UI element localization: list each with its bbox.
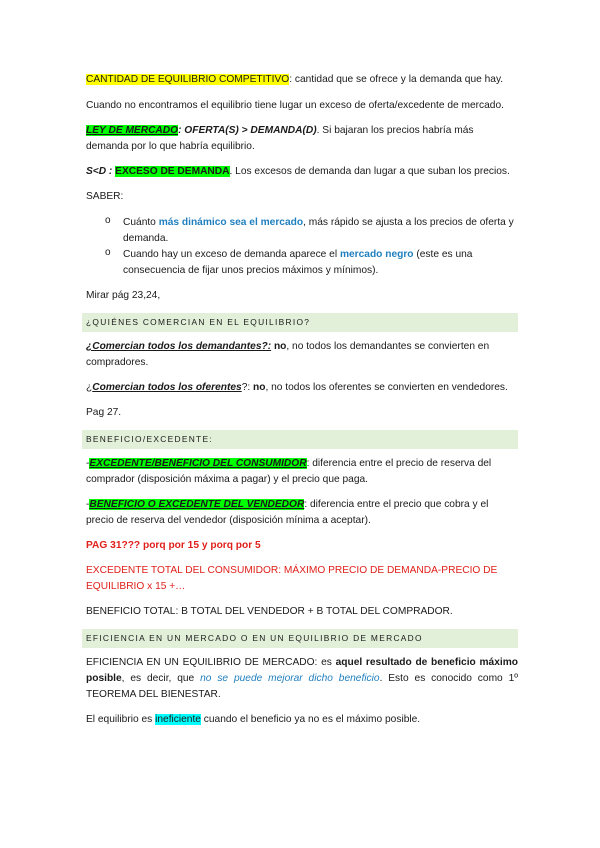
paragraph-cantidad-equilibrio	[86, 72, 518, 88]
list-item-text: Cuando hay un exceso de demanda aparece el	[123, 249, 340, 260]
text-demandantes: , no todos los demandantes se convierten en compradores.	[86, 341, 490, 368]
formula-s-lt-d: S<D :	[86, 166, 116, 177]
term-excedente-vendedor: BENEFICIO O EXCEDENTE DEL VENDEDOR	[89, 499, 305, 510]
highlight-mercado-dinamico: más dinámico sea el mercado	[158, 217, 304, 228]
question-demandantes: ¿Comercian todos los demandantes?:	[86, 341, 272, 352]
highlight-mercado-negro: mercado negro	[339, 249, 414, 260]
list-item-text: Cuánto	[123, 217, 159, 228]
text-eficiencia: EFICIENCIA EN UN EQUILIBRIO DE MERCADO: es	[86, 657, 336, 668]
paragraph-comercian-oferentes	[86, 380, 518, 396]
bullet-marker: o	[105, 215, 111, 226]
answer-no: no	[271, 341, 287, 352]
term-ineficiente: ineficiente	[155, 714, 201, 725]
text-oferentes: , no todos los oferentes se convierten en vendedores.	[265, 382, 508, 393]
emphasis-beneficio-maximo: aquel resultado de beneficio máximo posible	[86, 657, 518, 684]
list-item-text: (este es una consecuencia de fijar unos precios máximos y mínimos).	[123, 249, 473, 276]
question-oferentes: Comercian todos los oferentes	[92, 382, 242, 393]
note-pag31: PAG 31??? porq por 15 y porq por 5	[86, 540, 261, 551]
paragraph-excedente-consumidor	[86, 456, 518, 488]
section-heading-quienes-comercian: ¿QUIÉNES COMERCIAN EN EL EQUILIBRIO?	[82, 313, 518, 332]
paragraph-pag27: Pag 27.	[86, 407, 122, 418]
text-eficiencia: , es decir, que	[121, 673, 201, 684]
paragraph-beneficio-total: BENEFICIO TOTAL: B TOTAL DEL VENDEDOR + B TOTAL DEL COMPRADOR.	[86, 606, 453, 617]
list-item	[123, 215, 518, 247]
question-mark-close: ?:	[241, 382, 254, 393]
paragraph-ley-mercado	[86, 123, 518, 155]
list-item-text: , más rápido se ajusta a los precios de oferta y demanda.	[123, 217, 514, 244]
paragraph-exceso-demanda	[86, 164, 518, 180]
term-cantidad-equilibrio: CANTIDAD DE EQUILIBRIO COMPETITIVO	[86, 74, 290, 85]
question-mark-open: ¿	[86, 382, 93, 393]
text-eficiencia: . Esto es conocido como 1º TEOREMA DEL BIENESTAR.	[86, 673, 518, 700]
text-exceso-demanda: . Los excesos de demanda dan lugar a que suban los precios.	[229, 166, 510, 177]
paragraph-comercian-demandantes	[86, 339, 518, 371]
formula-oferta-demanda: : OFERTA(S) > DEMANDA(D)	[178, 125, 317, 136]
term-excedente-consumidor: EXCEDENTE/BENEFICIO DEL CONSUMIDOR	[89, 458, 307, 469]
dash: -	[86, 458, 90, 469]
text-ley-mercado: . Si bajaran los precios habría más demanda por lo que habría equilibrio.	[86, 125, 474, 152]
section-heading-eficiencia: EFICIENCIA EN UN MERCADO O EN UN EQUILIBRIO DE MERCADO	[82, 629, 518, 648]
paragraph-eficiencia	[86, 655, 518, 703]
text-excedente-consumidor: : diferencia entre el precio de reserva del comprador (disposición máxima a pagar) y el precio que paga.	[86, 458, 492, 485]
text-equilibrio: El equilibrio es	[86, 714, 156, 725]
section-heading-beneficio-excedente: BENEFICIO/EXCEDENTE:	[82, 430, 518, 449]
note-excedente-total: EXCEDENTE TOTAL DEL CONSUMIDOR: MÁXIMO PRECIO DE DEMANDA-PRECIO DE EQUILIBRIO x 15 +…	[86, 565, 498, 592]
emphasis-no-mejorar: no se puede mejorar dicho beneficio	[200, 673, 380, 684]
term-exceso-demanda: EXCESO DE DEMANDA	[115, 166, 230, 177]
paragraph-exceso-oferta: Cuando no encontramos el equilibrio tiene lugar un exceso de oferta/excedente de mercado.	[86, 100, 504, 111]
term-ley-mercado: LEY DE MERCADO	[86, 125, 179, 136]
paragraph-excedente-vendedor	[86, 497, 518, 529]
dash: -	[86, 499, 90, 510]
answer-no: no	[253, 382, 266, 393]
label-saber: SABER:	[86, 191, 124, 202]
text-excedente-vendedor: : diferencia entre el precio que cobra y el precio de reserva del vendedor (disposición mínima a aceptar).	[86, 499, 489, 526]
text-cantidad-definition: : cantidad que se ofrece y la demanda que hay.	[289, 74, 504, 85]
paragraph-ineficiente	[86, 712, 518, 728]
text-equilibrio: cuando el beneficio ya no es el máximo posible.	[200, 714, 421, 725]
paragraph-mirar-pag: Mirar pág 23,24,	[86, 290, 161, 301]
bullet-marker: o	[105, 247, 111, 258]
list-item	[123, 247, 518, 279]
